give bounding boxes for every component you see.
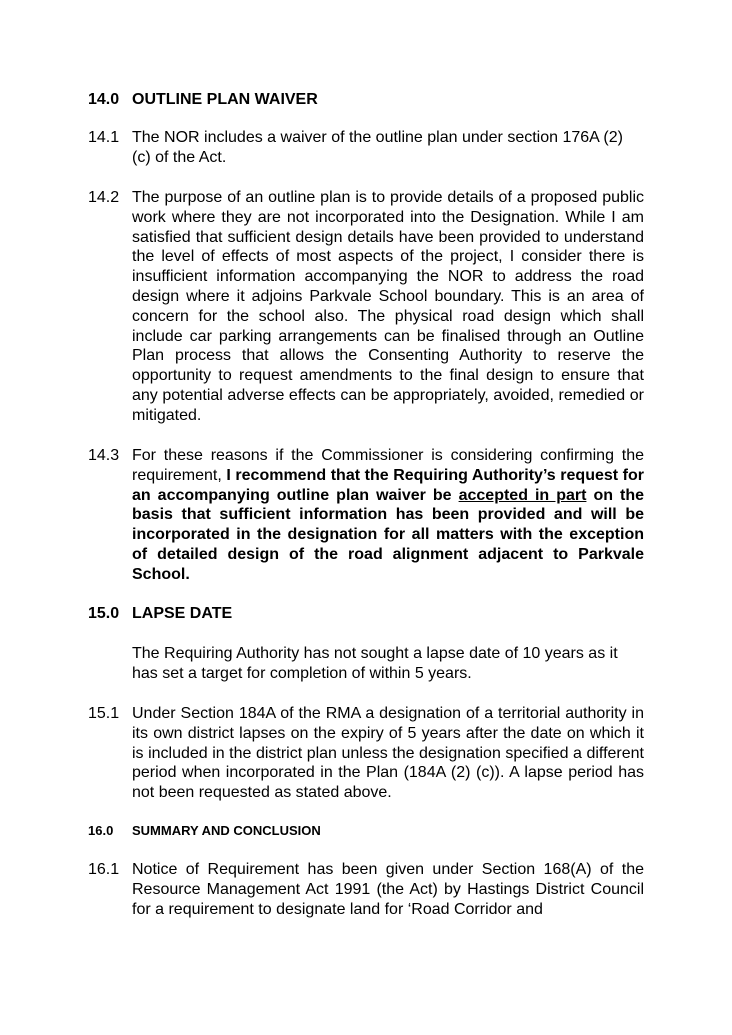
paragraph-text: The purpose of an outline plan is to provide details of a proposed public work where they are not incorporated into the Designation. While I am satisfied that sufficient design details have been provided to understand the level of effects of most aspects of the project, I consider there is insufficient information accompanying the NOR to address the road design where it adjoins Parkvale School boundary. This is an area of concern for the school also. The physical road design which shall include car parking arrangements can be finalised through an Outline Plan process that allows the Consenting Authority to reserve the opportunity to request amendments to the final design to ensure that any potential adverse effects can be appropriately, avoided, remedied or mitigated. (132, 189, 644, 424)
paragraph-text: Under Section 184A of the RMA a designation of a territorial authority in its own district lapses on the expiry of 5 years after the date on which it is included in the district plan unless the designation specified a different period when incorporated in the Plan (184A (2) (c)). A lapse period has not been requested as stated above. (132, 705, 644, 802)
recommendation-underlined: accepted in part (458, 486, 587, 504)
paragraph-14-3 (88, 446, 644, 585)
section-number: 16.0 (88, 823, 114, 838)
section-title: OUTLINE PLAN WAIVER (132, 91, 318, 108)
paragraph-15-1 (88, 704, 644, 803)
recommendation-intro: For these reasons if the Commissioner is considering confirming the requirement, (132, 447, 644, 484)
section-heading-16 (88, 821, 321, 841)
paragraph-15-intro (88, 644, 644, 684)
paragraph-14-2 (88, 188, 644, 426)
paragraph-number: 15.1 (88, 705, 120, 722)
paragraph-16-1 (88, 860, 644, 919)
paragraph-text (132, 446, 644, 585)
paragraph-number: 16.1 (88, 861, 120, 878)
paragraph-text: The Requiring Authority has not sought a lapse date of 10 years as it has set a target for completion of within 5 years. (132, 645, 618, 682)
paragraph-number: 14.2 (88, 189, 120, 206)
paragraph-text: Notice of Requirement has been given under Section 168(A) of the Resource Management Act 1991 (the Act) by Hastings District Council for a requirement to designate land for ‘Road Corridor and (132, 861, 644, 918)
section-title: LAPSE DATE (132, 605, 233, 622)
section-title: SUMMARY AND CONCLUSION (132, 823, 321, 838)
recommendation-bold: I recommend that the Requiring Authority’s request for an accompanying outline plan waiver be (132, 466, 644, 504)
section-heading-15 (88, 604, 232, 624)
section-number: 15.0 (88, 605, 120, 622)
section-heading-14 (88, 90, 318, 110)
paragraph-text: The NOR includes a waiver of the outline plan under section 176A (2) (c) of the Act. (132, 129, 623, 166)
recommendation-bold-continued: on the basis that sufficient information has been provided and will be incorporated in the designation for all matters with the exception of detailed design of the road alignment adjacent to Parkvale School. (132, 486, 645, 583)
section-number: 14.0 (88, 91, 120, 108)
paragraph-14-1 (88, 128, 644, 168)
paragraph-number: 14.1 (88, 129, 120, 146)
paragraph-number: 14.3 (88, 447, 120, 464)
